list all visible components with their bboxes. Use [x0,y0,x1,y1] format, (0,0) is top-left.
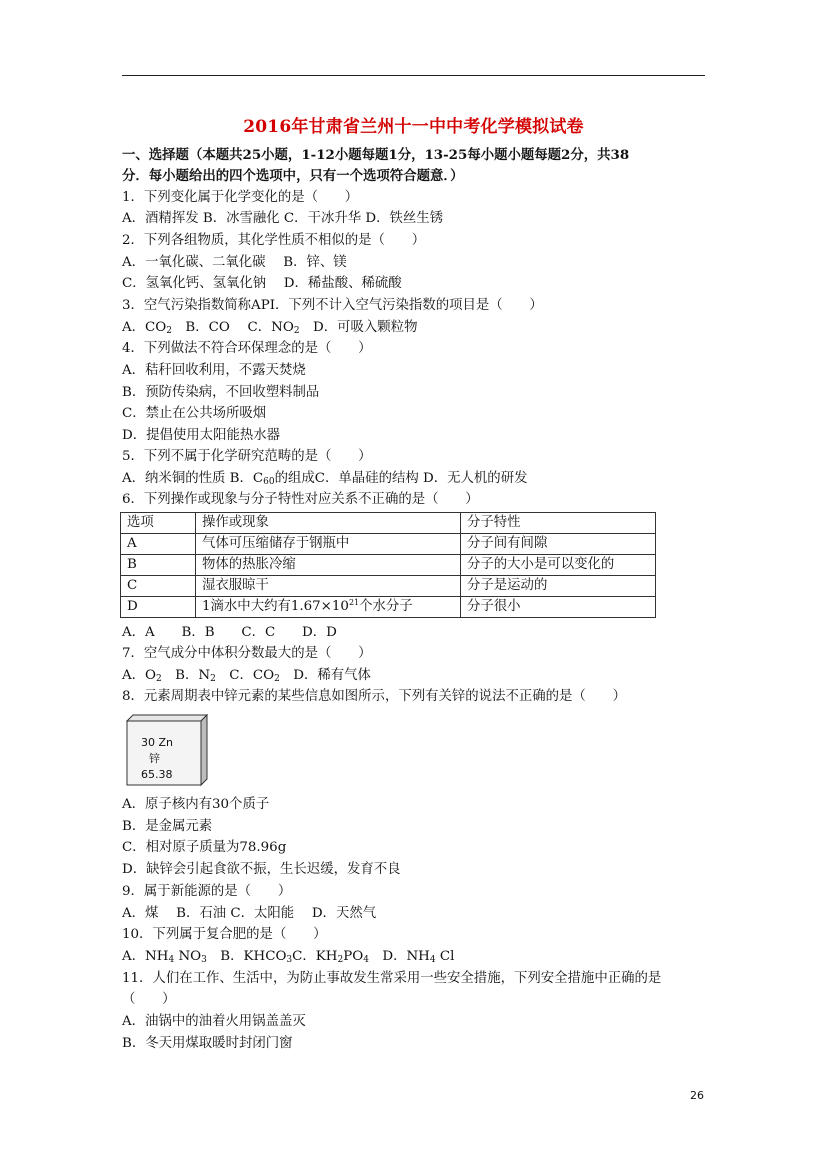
table-cell: 气体可压缩储存于钢瓶中 [196,534,461,555]
q4-stem: 4．下列做法不符合环保理念的是（ ） [122,341,372,356]
table-cell: D [121,597,196,618]
table-header-cell: 分子特性 [461,513,656,534]
q5-stem: 5．下列不属于化学研究范畴的是（ ） [122,449,372,464]
page-title: 2016年甘肃省兰州十一中中考化学模拟试卷 [243,117,584,137]
zinc-mass: 65.38 [141,768,173,781]
section-heading-2: 分．每小题给出的四个选项中，只有一个选项符合题意．） [122,168,464,184]
q10-options: A．$NH_4$ $NO_3$ B．$KHCO_3C$．$KH_2PO_4$ D．$NH_4$ Cl [122,949,455,965]
zinc-name: 锌 [149,752,160,765]
q10-stem: 10．下列属于复合肥的是（ ） [122,927,327,942]
table-row [121,555,656,576]
q11-option-a: A．油锅中的油着火用锅盖盖灭 [122,1014,306,1029]
q2-options-cd: C．氢氧化钙、氢氧化钠 D．稀盐酸、稀硫酸 [122,276,402,291]
q1-stem: 1．下列变化属于化学变化的是（ ） [122,190,359,205]
table-cell: 湿衣服晾干 [196,576,461,597]
table-row [121,597,656,618]
q8-option-d: D．缺锌会引起食欲不振，生长迟缓，发育不良 [122,862,401,877]
q8-stem: 8．元素周期表中锌元素的某些信息如图所示，下列有关锌的说法不正确的是（ ） [122,689,626,704]
zinc-number-symbol: 30 Zn [141,736,174,749]
table-cell: 分子是运动的 [461,576,656,597]
table-cell: 分子间有间隙 [461,534,656,555]
q9-options: A．煤 B．石油 C．太阳能 D．天然气 [122,906,377,921]
q4-option-d: D．提倡使用太阳能热水器 [122,428,281,443]
zinc-element-tile [125,713,209,787]
q3-options: A．$CO_2$ B．CO C．$NO_2$ D．可吸入颗粒物 [122,320,418,336]
q7-stem: 7．空气成分中体积分数最大的是（ ） [122,646,372,661]
table-cell: 物体的热胀冷缩 [196,555,461,576]
section-heading-1: 一、选择题（本题共25小题，1-12小题每题1分，13-25每小题小题每题2分，共38 [122,147,630,163]
q2-stem: 2．下列各组物质，其化学性质不相似的是（ ） [122,233,426,248]
q11-paren: （ ） [122,992,176,1007]
q8-option-c: C．相对原子质量为78.96g [122,840,287,855]
q4-option-a: A．秸秆回收利用，不露天焚烧 [122,363,306,378]
q9-stem: 9．属于新能源的是（ ） [122,884,292,899]
q7-options: A．$O_2$ B．$N_2$ C．$CO_2$ D．稀有气体 [122,668,371,684]
table-row [121,576,656,597]
q8-option-a: A．原子核内有30个质子 [122,797,270,812]
table-header-row [121,513,656,534]
q11-option-b: B．冬天用煤取暖时封闭门窗 [122,1036,293,1051]
q5-options: A．纳米铜的性质 B．$C_{60}$的组成C．单晶硅的结构 D．无人机的研发 [122,471,528,487]
q11-stem: 11．人们在工作、生活中，为防止事故发生常采用一些安全措施，下列安全措施中正确的是 [122,971,662,986]
table-cell: 分子很小 [461,597,656,618]
header-rule [122,75,705,76]
table-cell: 1滴水中大约有$1.67\times 10^{21}$个水分子 [196,597,461,618]
q2-options-ab: A．一氧化碳、二氧化碳 B．锌、镁 [122,255,347,270]
table-cell: B [121,555,196,576]
q8-option-b: B．是金属元素 [122,819,213,834]
q6-options: A．A B．B C．C D．D [122,625,337,640]
q3-stem: 3．空气污染指数简称API．下列不计入空气污染指数的项目是（ ） [122,298,543,313]
q6-table [120,512,656,618]
q6-stem: 6．下列操作或现象与分子特性对应关系不正确的是（ ） [122,492,479,507]
table-header-cell: 操作或现象 [196,513,461,534]
page-number: 26 [690,1089,704,1102]
table-header-cell: 选项 [121,513,196,534]
table-cell: A [121,534,196,555]
q4-option-b: B．预防传染病，不回收塑料制品 [122,385,320,400]
table-row [121,534,656,555]
q4-option-c: C．禁止在公共场所吸烟 [122,406,267,421]
table-cell: C [121,576,196,597]
table-cell: 分子的大小是可以变化的 [461,555,656,576]
q1-options: A．酒精挥发 B．冰雪融化 C．干冰升华 D．铁丝生锈 [122,211,444,226]
